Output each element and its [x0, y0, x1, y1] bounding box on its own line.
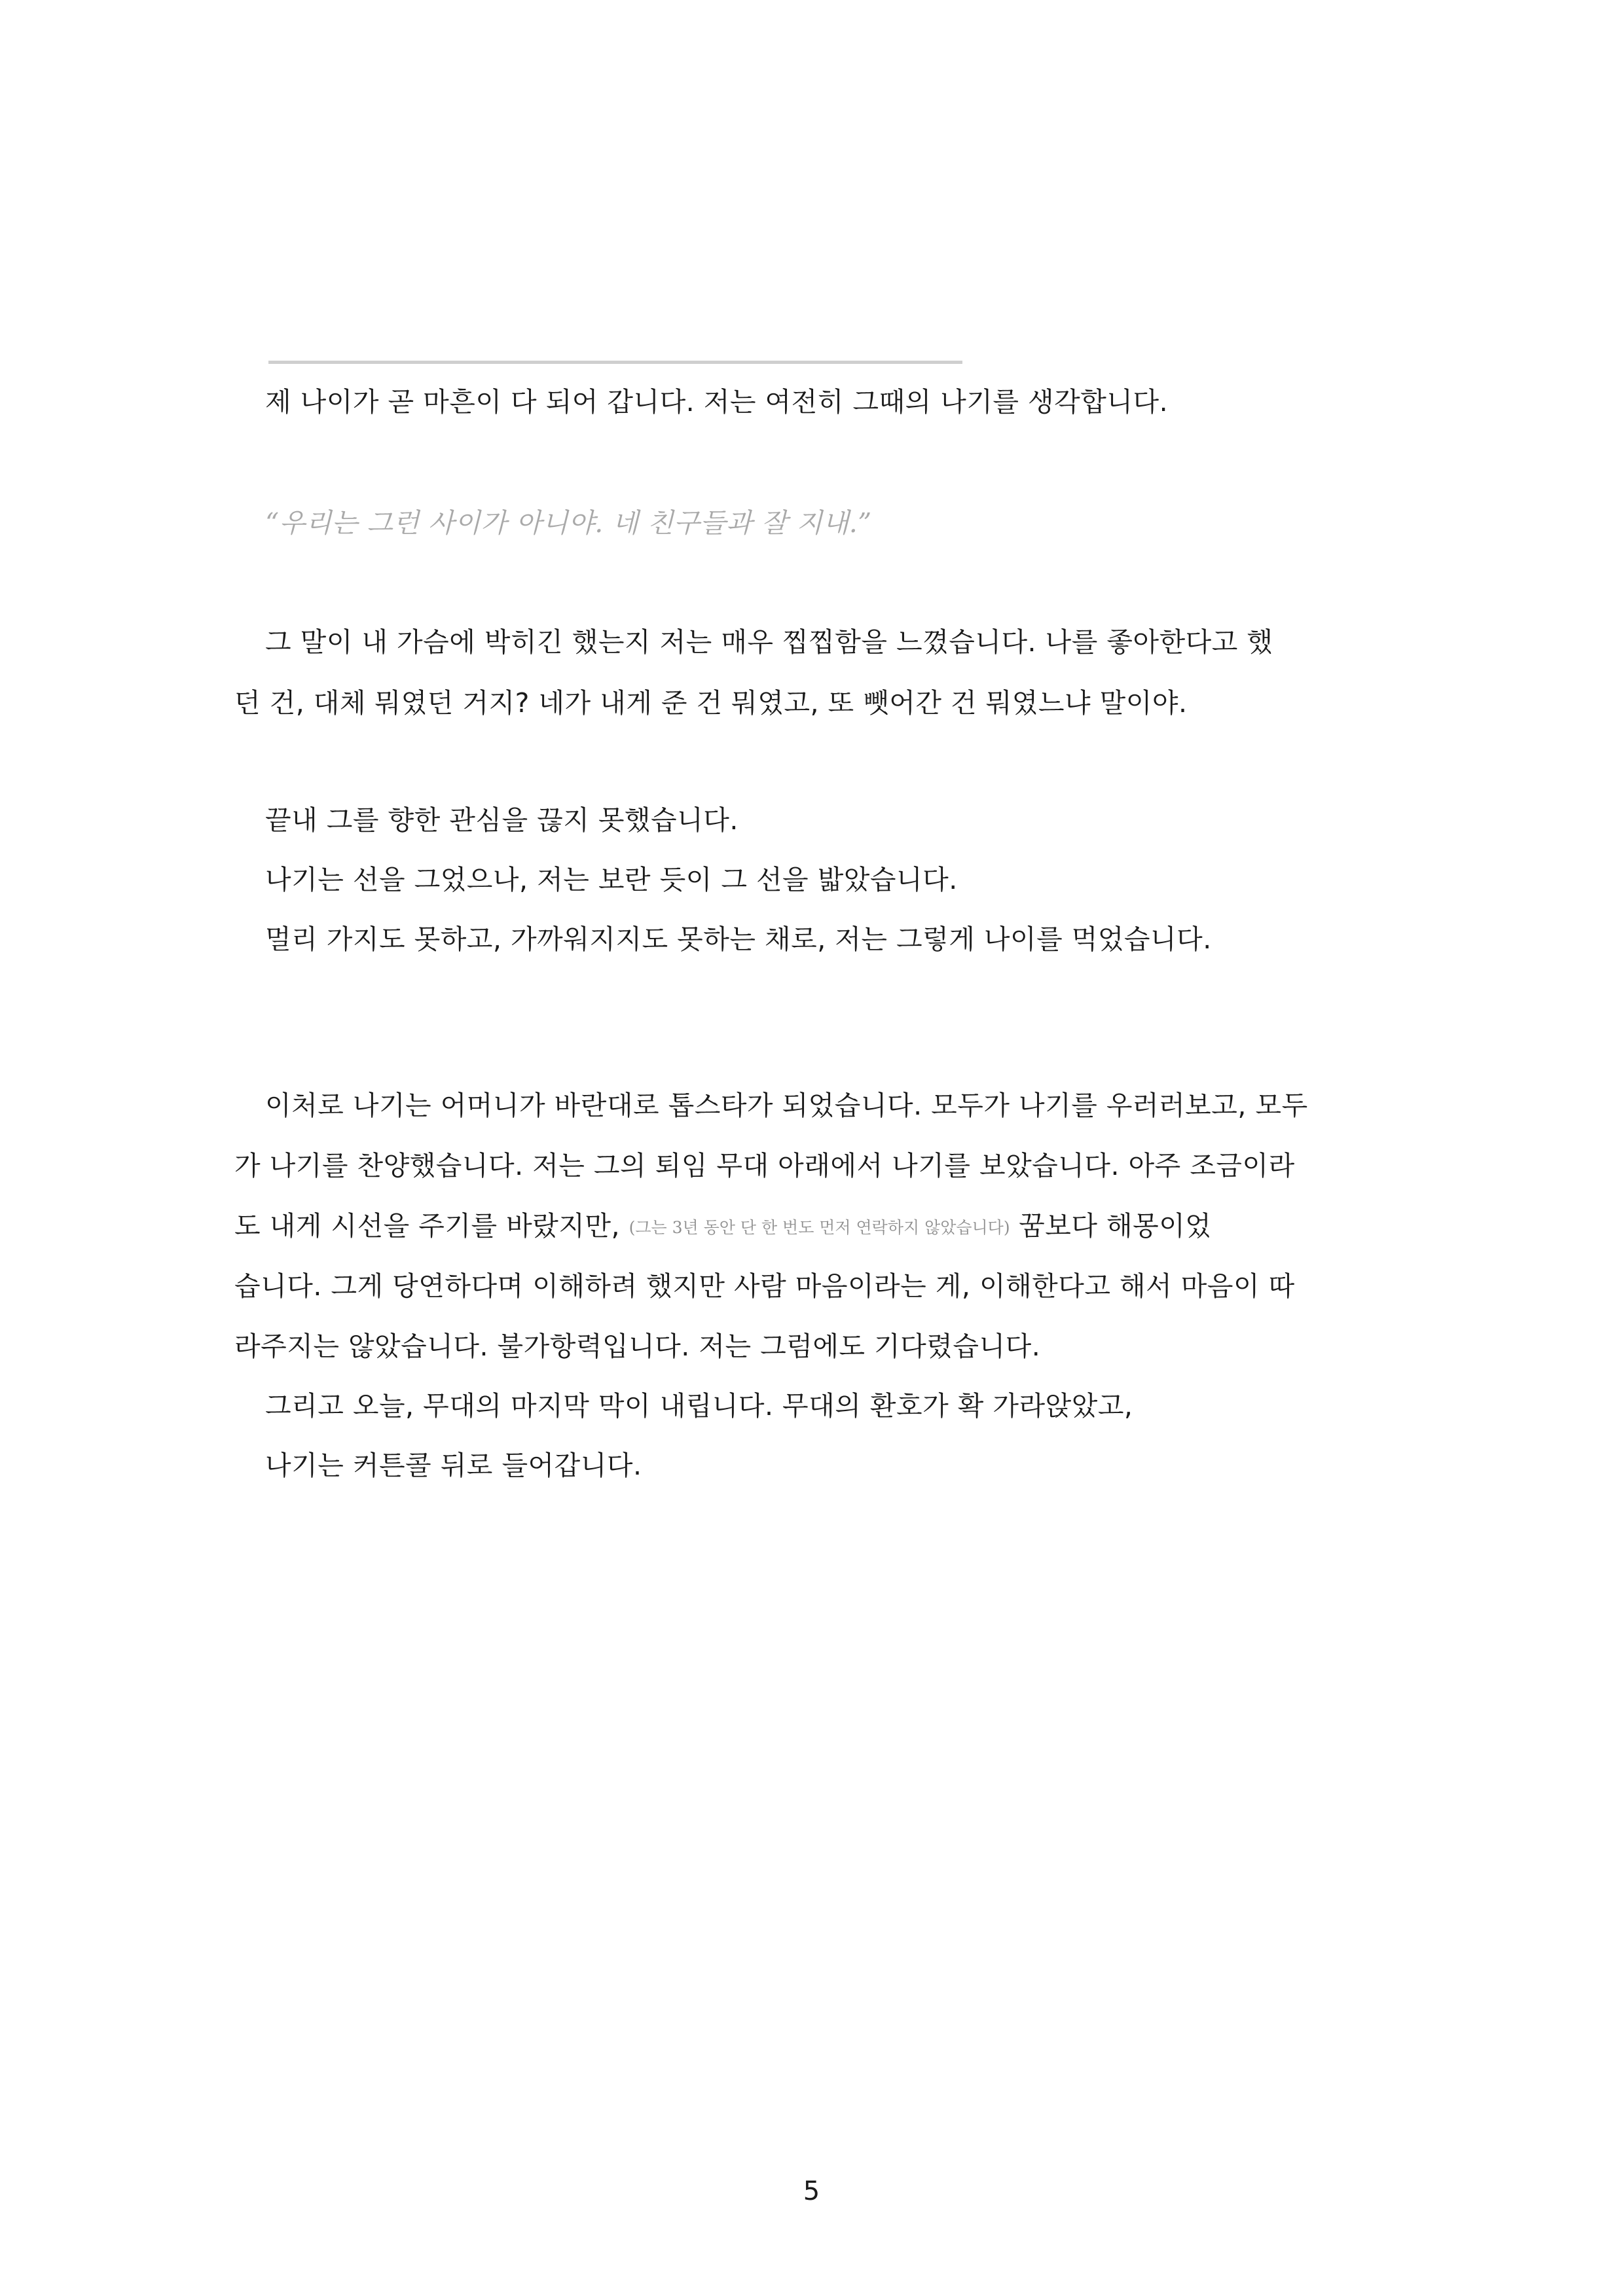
paragraph-line: 나기는 커튼콜 뒤로 들어갑니다.: [265, 1450, 642, 1481]
paragraph-line: 멀리 가지도 못하고, 가까워지지도 못하는 채로, 저는 그렇게 나이를 먹었습니다.: [265, 924, 1212, 955]
paragraph-line: 습니다. 그게 당연하다며 이해하려 했지만 사람 마음이라는 게, 이해한다고 해서 마음이 따: [234, 1270, 1295, 1302]
paragraph-line: 가 나기를 찬양했습니다. 저는 그의 퇴임 무대 아래에서 나기를 보았습니다. 아주 조금이라: [234, 1150, 1295, 1181]
paragraph-line: 그리고 오늘, 무대의 마지막 막이 내립니다. 무대의 환호가 확 가라앉았고,: [265, 1390, 1133, 1422]
paragraph-line: 라주지는 않았습니다. 불가항력입니다. 저는 그럼에도 기다렸습니다.: [234, 1331, 1041, 1362]
page-number: 5: [803, 2176, 820, 2206]
paragraph-text: 꿈보다 해몽이었: [1019, 1210, 1212, 1242]
paragraph-line: 끝내 그를 향한 관심을 끊지 못했습니다.: [265, 804, 739, 836]
parenthetical-aside: (그는 3년 동안 단 한 번도 먼저 연락하지 않았습니다): [629, 1218, 1010, 1237]
paragraph-line: 이처로 나기는 어머니가 바란대로 톱스타가 되었습니다. 모두가 나기를 우러러보고, 모두: [265, 1090, 1308, 1121]
paragraph-line: 그 말이 내 가슴에 박히긴 했는지 저는 매우 찝찝함을 느꼈습니다. 나를 좋아한다고 했: [265, 626, 1273, 658]
quoted-dialogue: “우리는 그런 사이가 아니야. 네 친구들과 잘 지내.”: [265, 507, 872, 539]
paragraph-line: 제 나이가 곧 마흔이 다 되어 갑니다. 저는 여전히 그때의 나기를 생각합니다.: [265, 386, 1169, 418]
top-divider: [268, 361, 962, 364]
paragraph-text: 도 내게 시선을 주기를 바랐지만,: [234, 1210, 621, 1242]
paragraph-line: [234, 1209, 1211, 1245]
paragraph-line: 던 건, 대체 뭐였던 거지? 네가 내게 준 건 뭐였고, 또 뺏어간 건 뭐였느냐 말이야.: [234, 687, 1188, 719]
paragraph-line: 나기는 선을 그었으나, 저는 보란 듯이 그 선을 밟았습니다.: [265, 864, 958, 895]
